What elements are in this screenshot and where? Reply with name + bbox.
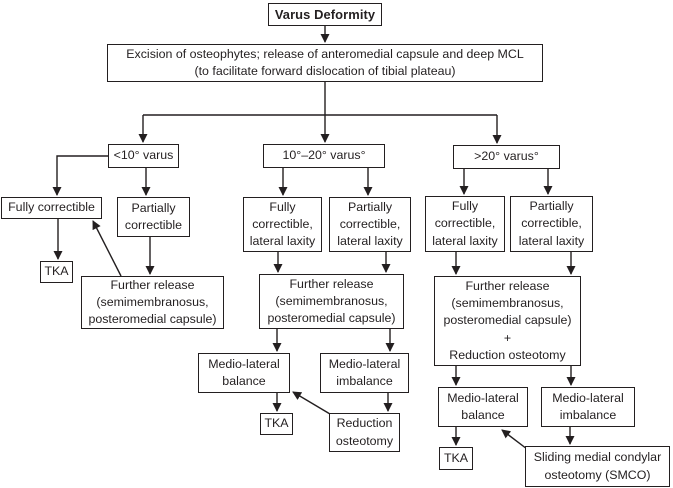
node-varus-deformity-text-line: Varus Deformity xyxy=(274,6,376,22)
flow-arrow-reduction-osteotomy-to-medio-lateral-balance-mid xyxy=(293,392,330,414)
node-varus-lt-10-text-line: <10° varus xyxy=(113,148,174,163)
node-partially-correctible-laxity-right-text-line: correctible, xyxy=(521,216,582,231)
node-further-release-mid-text-line: (semimembranosus, xyxy=(275,293,388,308)
node-fully-correctible xyxy=(1,197,102,219)
node-medio-lateral-imbalance-mid-text-line: imbalance xyxy=(336,374,393,388)
node-partially-correctible-laxity-mid-text-line: correctible, xyxy=(339,216,401,231)
node-further-release-reduction-right-text-line: Reduction osteotomy xyxy=(449,347,566,362)
node-excision-release-text-line: (to facilitate forward dislocation of tibial plateau) xyxy=(194,64,456,78)
node-partially-correctible-laxity-right-text-line: lateral laxity xyxy=(518,233,585,248)
node-tka-left xyxy=(40,261,73,283)
flow-arrow-varus-lt-10-to-fully-correctible xyxy=(57,156,108,195)
node-further-release-reduction-right-text-line: posteromedial capsule) xyxy=(443,313,572,328)
node-fully-correctible-laxity-right-text-line: Fully xyxy=(451,199,479,214)
node-smco xyxy=(525,446,670,487)
node-partially-correctible-text-line: Partially xyxy=(131,200,176,215)
node-reduction-osteotomy xyxy=(329,413,400,452)
node-varus-10-20-text-line: 10°–20° varus° xyxy=(282,148,366,163)
node-partially-correctible-laxity-mid-text-line: lateral laxity xyxy=(337,234,403,249)
node-reduction-osteotomy-text-line: Reduction xyxy=(336,416,393,431)
node-further-release-reduction-right-text-line: (semimembranosus, xyxy=(451,296,564,311)
node-medio-lateral-balance-right xyxy=(438,387,528,427)
node-fully-correctible-laxity-mid-text-line: correctible, xyxy=(252,216,313,231)
node-partially-correctible-text-line: correctible xyxy=(124,218,183,232)
node-tka-right-text-line: TKA xyxy=(443,450,469,465)
flow-arrow-smco-to-medio-lateral-balance-right xyxy=(502,430,527,449)
node-further-release-left xyxy=(81,276,224,329)
node-tka-mid xyxy=(260,413,293,435)
node-further-release-reduction-right-text-line: Further release xyxy=(465,279,550,294)
node-medio-lateral-imbalance-mid-text-line: Medio-lateral xyxy=(328,356,401,371)
node-fully-correctible-laxity-mid-text-line: lateral laxity xyxy=(249,234,316,249)
node-medio-lateral-balance-mid xyxy=(198,353,290,393)
node-medio-lateral-balance-right-text-line: Medio-lateral xyxy=(447,390,519,405)
node-partially-correctible-laxity-mid-text-line: Partially xyxy=(347,199,393,214)
node-varus-gt-20 xyxy=(453,145,560,169)
node-fully-correctible-laxity-right xyxy=(425,196,505,252)
node-medio-lateral-balance-right-text-line: balance xyxy=(461,408,505,422)
node-medio-lateral-imbalance-mid xyxy=(320,353,409,393)
node-excision-release xyxy=(107,44,543,82)
node-fully-correctible-laxity-right-text-line: lateral laxity xyxy=(432,233,498,248)
node-further-release-mid xyxy=(259,274,404,329)
node-fully-correctible-laxity-mid-text-line: Fully xyxy=(269,199,296,214)
node-medio-lateral-balance-mid-text-line: Medio-lateral xyxy=(208,356,280,371)
node-further-release-left-text-line: Further release xyxy=(110,277,195,292)
node-medio-lateral-imbalance-right-text-line: imbalance xyxy=(559,408,617,422)
node-varus-deformity xyxy=(268,3,382,26)
node-further-release-reduction-right-text-line: + xyxy=(503,330,512,345)
node-fully-correctible-text-line: Fully correctible xyxy=(8,200,95,215)
node-tka-left-text-line: TKA xyxy=(44,264,69,279)
node-varus-gt-20-text-line: >20° varus° xyxy=(474,149,539,164)
node-partially-correctible xyxy=(117,197,190,237)
node-medio-lateral-balance-mid-text-line: balance xyxy=(222,374,266,388)
node-partially-correctible-laxity-mid xyxy=(329,197,411,252)
node-reduction-osteotomy-text-line: osteotomy xyxy=(335,433,394,448)
node-further-release-reduction-right xyxy=(434,276,581,366)
node-partially-correctible-laxity-right-text-line: Partially xyxy=(529,199,574,214)
node-further-release-left-text-line: (semimembranosus, xyxy=(96,294,209,309)
node-medio-lateral-imbalance-right-text-line: Medio-lateral xyxy=(552,390,624,405)
node-excision-release-text-line: Excision of osteophytes; release of anteromedial capsule and deep MCL xyxy=(126,46,524,61)
node-smco-text-line: osteotomy (SMCO) xyxy=(544,467,651,482)
node-partially-correctible-laxity-right xyxy=(510,196,593,252)
node-medio-lateral-imbalance-right xyxy=(541,387,635,427)
node-fully-correctible-laxity-mid xyxy=(243,197,322,252)
node-varus-lt-10 xyxy=(108,144,179,168)
node-further-release-mid-text-line: posteromedial capsule) xyxy=(267,311,396,326)
node-varus-10-20 xyxy=(263,144,385,168)
node-further-release-mid-text-line: Further release xyxy=(289,276,374,291)
node-tka-right xyxy=(439,447,473,470)
node-tka-mid-text-line: TKA xyxy=(264,416,289,431)
node-fully-correctible-laxity-right-text-line: correctible, xyxy=(434,216,496,231)
node-smco-text-line: Sliding medial condylar xyxy=(533,450,662,465)
node-further-release-left-text-line: posteromedial capsule) xyxy=(88,312,217,327)
